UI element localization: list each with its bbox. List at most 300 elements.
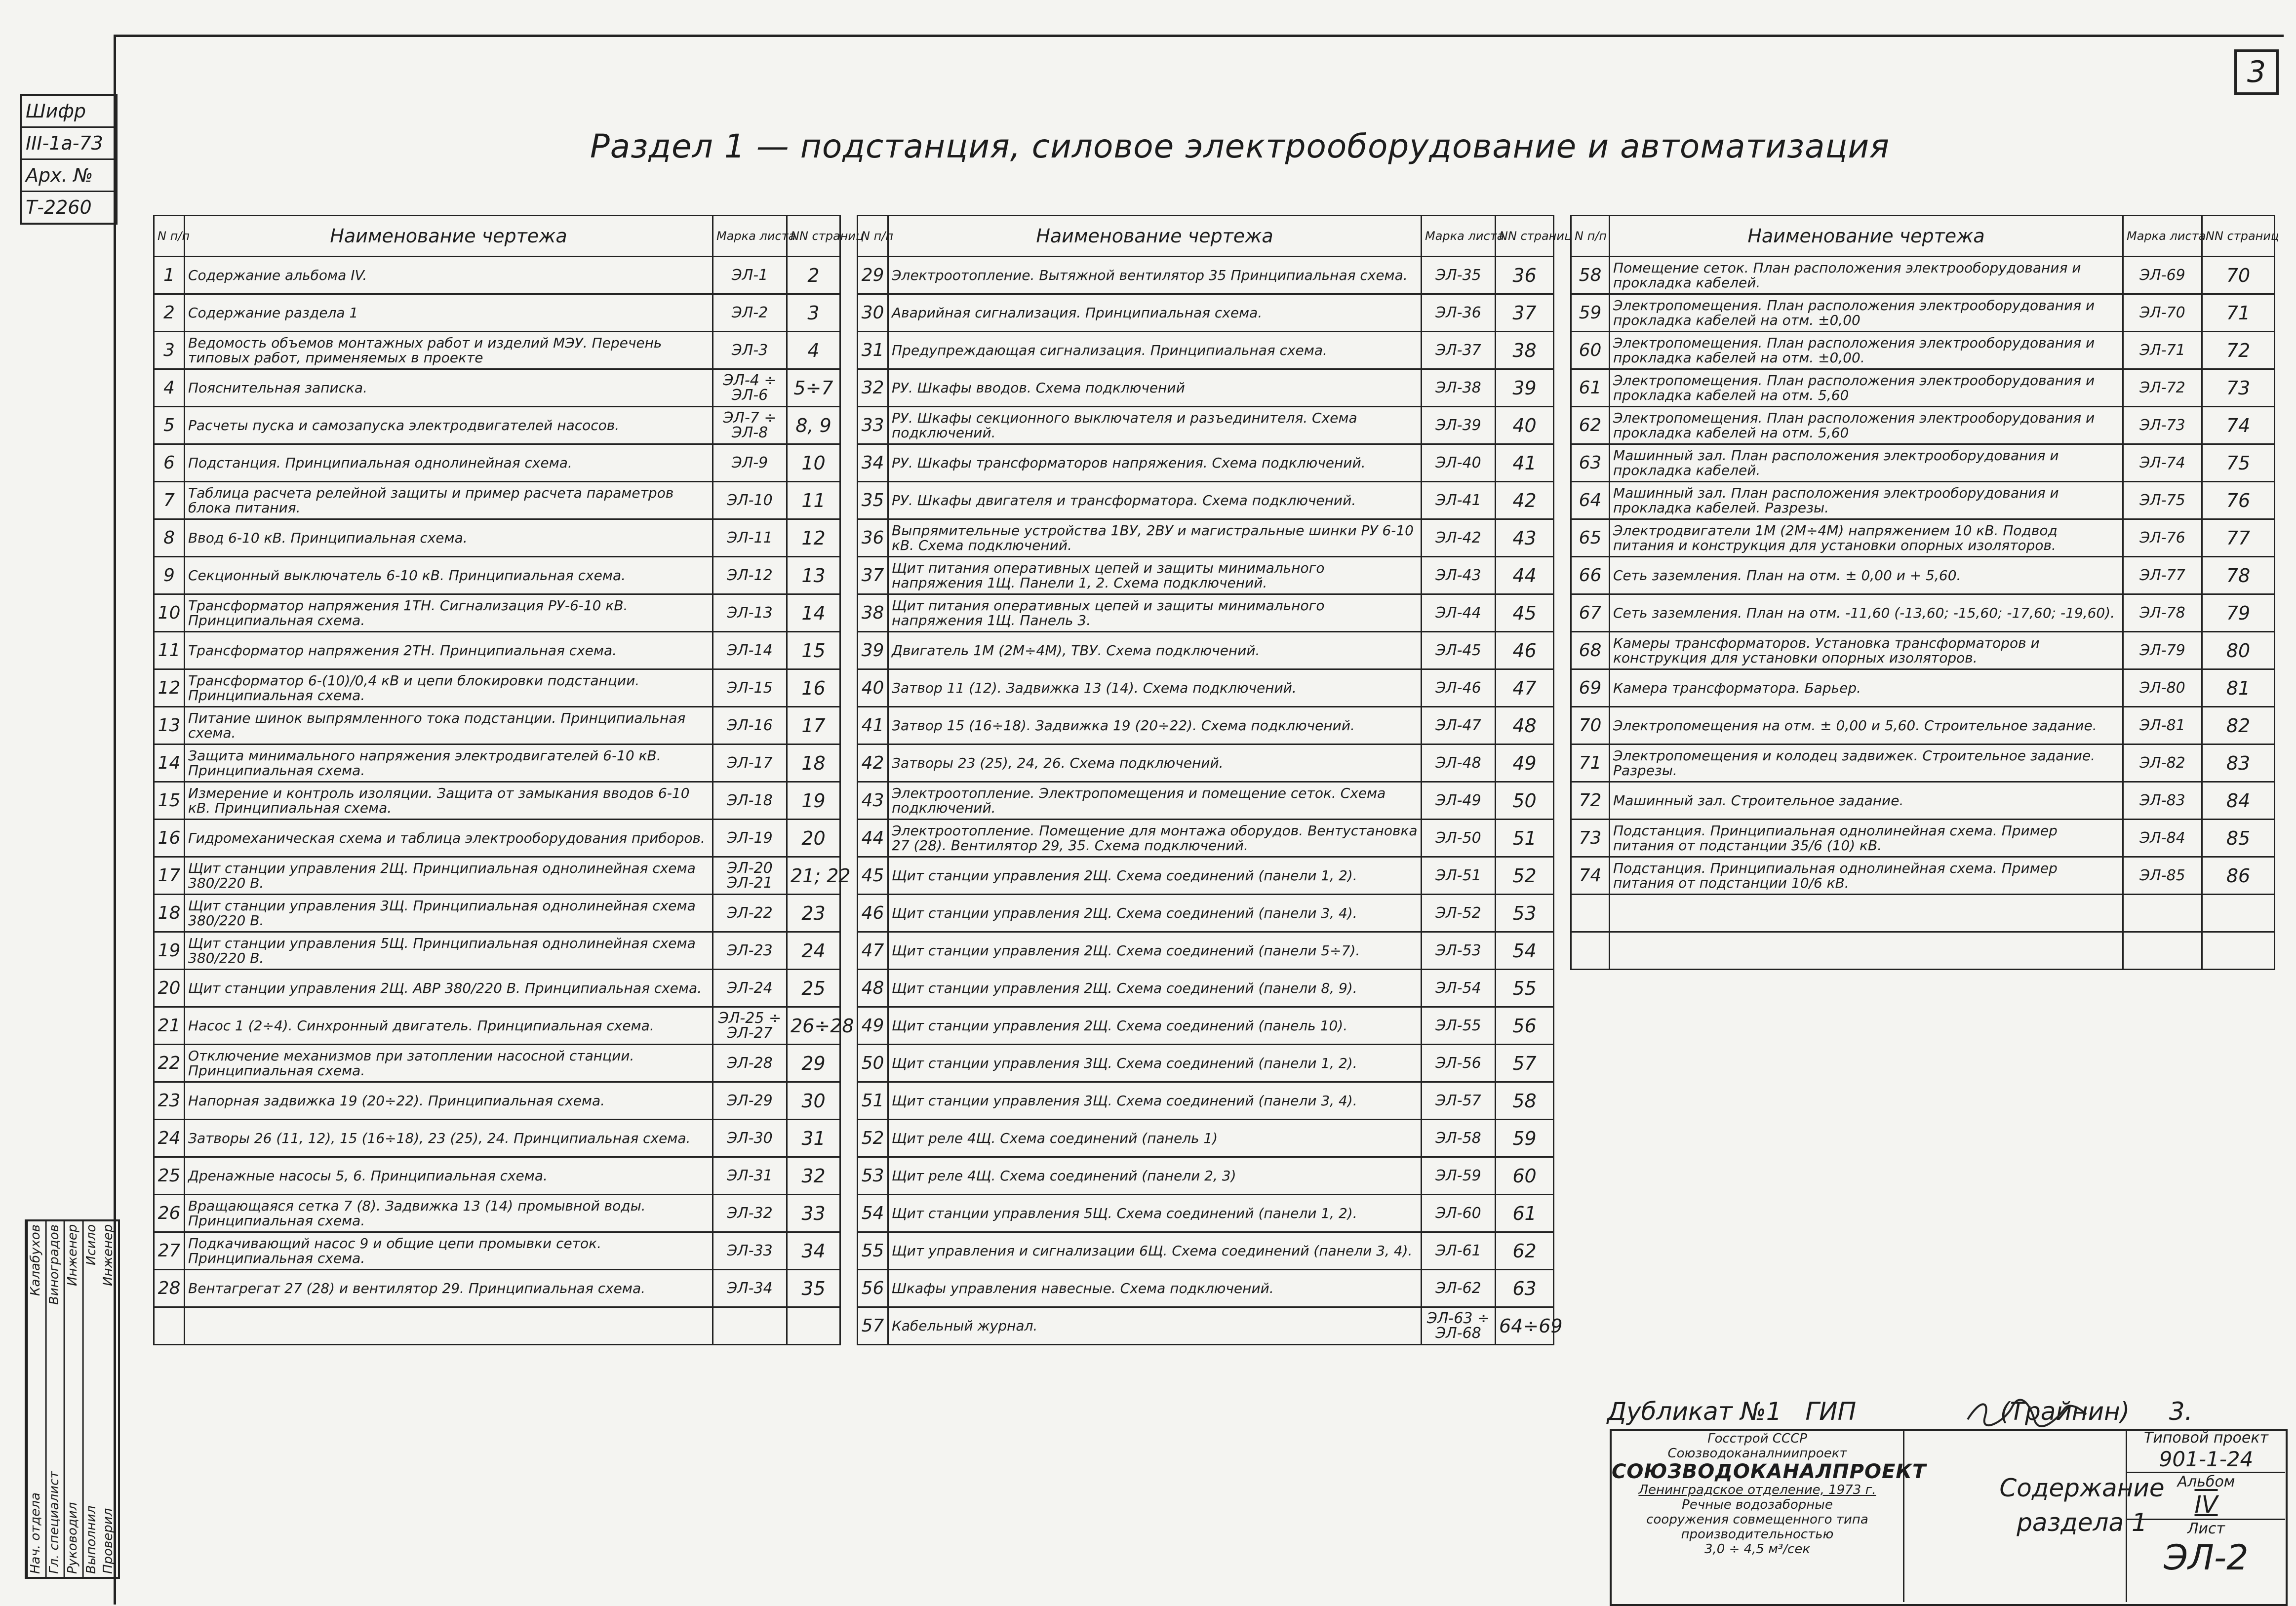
table-row [154,820,840,857]
page-numbers: 13 [787,557,840,594]
drawing-name: Камеры трансформаторов. Установка трансформаторов и конструкция для установки опорных изоляторов. [1610,632,2123,669]
signature-column [27,1221,45,1577]
table-row [1571,557,2275,594]
role-label: Нач. отдела [28,1492,43,1574]
sheet-mark: ЭЛ-15 [713,669,787,707]
row-number: 28 [154,1270,185,1307]
row-number: 39 [858,632,888,669]
sheet-mark: ЭЛ-32 [713,1195,787,1232]
table-row [858,932,1554,970]
table-row [1571,519,2275,557]
sheet-mark: ЭЛ-51 [1422,857,1496,895]
sheet-mark: ЭЛ-16 [713,707,787,744]
row-number: 42 [858,744,888,782]
row-number: 34 [858,444,888,482]
table-row [858,407,1554,444]
role-label: Проверил [101,1508,116,1574]
page-numbers: 44 [1496,557,1554,594]
page-numbers: 47 [1496,669,1554,707]
page-numbers: 14 [787,594,840,632]
page-numbers: 40 [1496,407,1554,444]
table-row [154,407,840,444]
row-number [1571,895,1610,932]
page-numbers: 75 [2202,444,2275,482]
page-numbers: 74 [2202,407,2275,444]
drawing-name: Щит станции управления 2Щ. Схема соединений (панель 10). [888,1007,1422,1045]
stamp-line: Арх. № [22,160,116,192]
sheet-mark: ЭЛ-83 [2123,782,2202,820]
drawing-name: Машинный зал. План расположения электрооборудования и прокладка кабелей. Разрезы. [1610,482,2123,519]
sheet-mark: ЭЛ-17 [713,744,787,782]
duplicate-mark: 3. [2169,1397,2193,1426]
content-subtitle: раздела 1 [2017,1508,2147,1537]
table-header-row [858,216,1554,257]
row-number: 19 [154,932,185,970]
header-mark: Марка листа [713,216,787,257]
table-row [858,294,1554,332]
table-row [154,1232,840,1270]
table-row [858,1307,1554,1345]
table-row [858,557,1554,594]
title-block-right [2126,1429,2285,1602]
sheet-mark: ЭЛ-7 ÷ ЭЛ-8 [713,407,787,444]
page-numbers: 62 [1496,1232,1554,1270]
sheet-mark: ЭЛ-12 [713,557,787,594]
table-row [154,332,840,369]
drawing-name: РУ. Шкафы секционного выключателя и разъединителя. Схема подключений. [888,407,1422,444]
album-value: IV [2127,1491,2285,1520]
header-mark: Марка листа [2123,216,2202,257]
row-number: 2 [154,294,185,332]
row-number: 63 [1571,444,1610,482]
drawing-name: Щит реле 4Щ. Схема соединений (панели 2, 3) [888,1157,1422,1195]
table-row [1571,744,2275,782]
drawing-name: РУ. Шкафы трансформаторов напряжения. Схема подключений. [888,444,1422,482]
sheet-mark: ЭЛ-82 [2123,744,2202,782]
sheet-mark: ЭЛ-9 [713,444,787,482]
drawing-name: Трансформатор напряжения 2ТН. Принципиальная схема. [185,632,713,669]
row-number: 73 [1571,820,1610,857]
handwritten-signature [1965,1397,2089,1427]
page-numbers: 59 [1496,1120,1554,1157]
table-row [858,744,1554,782]
row-number: 41 [858,707,888,744]
row-number: 54 [858,1195,888,1232]
table-row [154,257,840,294]
table-row [1571,669,2275,707]
table-row [154,1307,840,1345]
table-row [154,669,840,707]
drawing-name: Электроотопление. Вытяжной вентилятор 35 Принципиальная схема. [888,257,1422,294]
signer-name: Виноградов [46,1224,62,1305]
row-number: 10 [154,594,185,632]
table-row [858,444,1554,482]
org-name: СОЮЗВОДОКАНАЛПРОЕКТ [1612,1460,1927,1483]
sheet-mark: ЭЛ-13 [713,594,787,632]
row-number: 32 [858,369,888,407]
page-numbers: 70 [2202,257,2275,294]
table-row [858,594,1554,632]
drawing-name: Ведомость объемов монтажных работ и изделий МЭУ. Перечень типовых работ, применяемых в проекте [185,332,713,369]
header-mark: Марка листа [1422,216,1496,257]
page-numbers: 72 [2202,332,2275,369]
sheet-mark: ЭЛ-24 [713,970,787,1007]
project-desc: сооружения совмещенного типа [1646,1512,1868,1527]
signature-column [82,1221,101,1577]
table-row [1571,369,2275,407]
section-title: Раздел 1 — подстанция, силовое электрооборудование и автоматизация [590,127,1890,165]
org-line: Госстрой СССР [1707,1431,1807,1446]
table-row [154,1270,840,1307]
sheet-mark [713,1307,787,1345]
page-numbers: 46 [1496,632,1554,669]
page-numbers: 71 [2202,294,2275,332]
type-label: Типовой проект [2144,1429,2268,1447]
row-number: 67 [1571,594,1610,632]
sheet-mark: ЭЛ-79 [2123,632,2202,669]
drawing-name: Питание шинок выпрямленного тока подстанции. Принципиальная схема. [185,707,713,744]
stamp-line: III-1а-73 [22,128,116,160]
sheet-mark: ЭЛ-20 ЭЛ-21 [713,857,787,895]
sheet-mark: ЭЛ-37 [1422,332,1496,369]
row-number: 36 [858,519,888,557]
drawing-name: Электропомещения. План расположения электрооборудования и прокладка кабелей на отм. 5,60 [1610,369,2123,407]
sheet-mark: ЭЛ-75 [2123,482,2202,519]
sheet-mark: ЭЛ-61 [1422,1232,1496,1270]
drawing-name: Помещение сеток. План расположения электрооборудования и прокладка кабелей. [1610,257,2123,294]
table-row [154,857,840,895]
page-numbers: 32 [787,1157,840,1195]
row-number: 69 [1571,669,1610,707]
row-number [154,1307,185,1345]
table-row [858,1082,1554,1120]
table-row [858,257,1554,294]
row-number: 62 [1571,407,1610,444]
sheet-mark: ЭЛ-25 ÷ ЭЛ-27 [713,1007,787,1045]
sheet-mark: ЭЛ-18 [713,782,787,820]
page-numbers: 54 [1496,932,1554,970]
drawing-name: Щит станции управления 3Щ. Схема соединений (панели 1, 2). [888,1045,1422,1082]
page-numbers: 16 [787,669,840,707]
drawing-name: Щит станции управления 5Щ. Схема соединений (панели 1, 2). [888,1195,1422,1232]
drawing-name: Электропомещения на отм. ± 0,00 и 5,60. Строительное задание. [1610,707,2123,744]
row-number: 43 [858,782,888,820]
row-number: 65 [1571,519,1610,557]
page-numbers [787,1307,840,1345]
table-row [154,482,840,519]
page-numbers: 38 [1496,332,1554,369]
page-numbers: 17 [787,707,840,744]
table-row [154,970,840,1007]
row-number: 48 [858,970,888,1007]
drawing-name: Камера трансформатора. Барьер. [1610,669,2123,707]
page-numbers: 73 [2202,369,2275,407]
page-numbers: 21; 22 [787,857,840,895]
page-numbers: 52 [1496,857,1554,895]
row-number: 22 [154,1045,185,1082]
table-row [154,632,840,669]
page-numbers: 82 [2202,707,2275,744]
sheet-mark: ЭЛ-42 [1422,519,1496,557]
row-number: 60 [1571,332,1610,369]
org-line: Союзводоканалниипроект [1667,1446,1847,1461]
table-row [1571,632,2275,669]
sheet-mark: ЭЛ-77 [2123,557,2202,594]
table-row [858,970,1554,1007]
header-pages: NN страниц [787,216,840,257]
table-row [858,1195,1554,1232]
signature-box [25,1219,120,1579]
drawing-name: Таблица расчета релейной защиты и пример расчета параметров блока питания. [185,482,713,519]
drawing-name: РУ. Шкафы двигателя и трансформатора. Схема подключений. [888,482,1422,519]
table-row [1571,820,2275,857]
row-number: 59 [1571,294,1610,332]
drawing-name: Защита минимального напряжения электродвигателей 6-10 кВ. Принципиальная схема. [185,744,713,782]
drawing-name: Содержание альбома IV. [185,257,713,294]
table-row [154,519,840,557]
sheet-mark: ЭЛ-23 [713,932,787,970]
page-numbers: 50 [1496,782,1554,820]
header-name: Наименование чертежа [1610,216,2123,257]
gip-name: (Трайнин) [2000,1397,2130,1426]
page-numbers: 5÷7 [787,369,840,407]
header-pages: NN страниц [1496,216,1554,257]
drawing-name: Щит питания оперативных цепей и защиты минимального напряжения 1Щ. Панели 1, 2. Схема подключений. [888,557,1422,594]
sheet-mark: ЭЛ-62 [1422,1270,1496,1307]
drawing-name: Содержание раздела 1 [185,294,713,332]
drawing-name: Щит станции управления 2Щ. Схема соединений (панели 1, 2). [888,857,1422,895]
sheet-mark: ЭЛ-76 [2123,519,2202,557]
role-label: Гл. специалист [46,1471,62,1574]
table-row [858,1045,1554,1082]
header-pages: NN страниц [2202,216,2275,257]
drawing-name: Шкафы управления навесные. Схема подключений. [888,1270,1422,1307]
drawing-name: Насос 1 (2÷4). Синхронный двигатель. Принципиальная схема. [185,1007,713,1045]
page-numbers: 25 [787,970,840,1007]
drawing-name: Щит станции управления 3Щ. Схема соединений (панели 3, 4). [888,1082,1422,1120]
table-row [1571,257,2275,294]
table-row [154,557,840,594]
table-row [858,1157,1554,1195]
table-row [154,1045,840,1082]
row-number: 51 [858,1082,888,1120]
row-number: 74 [1571,857,1610,895]
signer-name: Калабухов [28,1224,43,1296]
row-number: 25 [154,1157,185,1195]
row-number: 68 [1571,632,1610,669]
drawing-name: Сеть заземления. План на отм. ± 0,00 и + 5,60. [1610,557,2123,594]
page-number: 3 [2234,49,2279,95]
sheet-mark: ЭЛ-46 [1422,669,1496,707]
page-numbers: 23 [787,895,840,932]
page-numbers: 4 [787,332,840,369]
page-numbers: 2 [787,257,840,294]
page-numbers: 84 [2202,782,2275,820]
sheet-mark: ЭЛ-60 [1422,1195,1496,1232]
drawing-name: Дренажные насосы 5, 6. Принципиальная схема. [185,1157,713,1195]
sheet-mark: ЭЛ-11 [713,519,787,557]
drawing-name: Щит управления и сигнализации 6Щ. Схема соединений (панели 3, 4). [888,1232,1422,1270]
row-number: 72 [1571,782,1610,820]
drawing-name: Машинный зал. План расположения электрооборудования и прокладка кабелей. [1610,444,2123,482]
drawing-name: Сеть заземления. План на отм. -11,60 (-13,60; -15,60; -17,60; -19,60). [1610,594,2123,632]
drawing-name: Щит станции управления 5Щ. Принципиальная однолинейная схема 380/220 В. [185,932,713,970]
sheet-mark: ЭЛ-53 [1422,932,1496,970]
drawing-name: Щит станции управления 2Щ. Схема соединений (панели 5÷7). [888,932,1422,970]
page-numbers: 83 [2202,744,2275,782]
page-numbers: 31 [787,1120,840,1157]
drawing-name [1610,932,2123,970]
row-number: 37 [858,557,888,594]
table-row [858,1120,1554,1157]
page-numbers: 64÷69 [1496,1307,1554,1345]
row-number: 49 [858,1007,888,1045]
page-numbers: 49 [1496,744,1554,782]
drawing-name: Кабельный журнал. [888,1307,1422,1345]
table-row [858,369,1554,407]
drawing-name: Трансформатор 6-(10)/0,4 кВ и цепи блокировки подстанции. Принципиальная схема. [185,669,713,707]
page-numbers: 15 [787,632,840,669]
header-num: N п/п [154,216,185,257]
table-row [858,1270,1554,1307]
sheet-mark: ЭЛ-31 [713,1157,787,1195]
row-number: 70 [1571,707,1610,744]
drawing-name: Отключение механизмов при затоплении насосной станции. Принципиальная схема. [185,1045,713,1082]
sheet-mark: ЭЛ-35 [1422,257,1496,294]
drawing-name [185,1307,713,1345]
page-numbers: 43 [1496,519,1554,557]
page-numbers: 85 [2202,820,2275,857]
page-numbers: 36 [1496,257,1554,294]
row-number: 52 [858,1120,888,1157]
org-line: Ленинградское отделение, 1973 г. [1638,1483,1876,1497]
page-numbers: 76 [2202,482,2275,519]
row-number: 38 [858,594,888,632]
page-numbers: 30 [787,1082,840,1120]
row-number: 24 [154,1120,185,1157]
table-row [154,895,840,932]
drawings-table-3 [1570,215,2279,970]
table-row [154,1157,840,1195]
page-numbers: 86 [2202,857,2275,895]
sheet-mark: ЭЛ-2 [713,294,787,332]
sheet-mark: ЭЛ-1 [713,257,787,294]
drawing-name: Электроотопление. Помещение для монтажа оборудов. Вентустановка 27 (28). Вентилятор 29, 35. Схема подключений. [888,820,1422,857]
table-row [858,332,1554,369]
table-row [1571,294,2275,332]
page-numbers: 51 [1496,820,1554,857]
sheet-mark: ЭЛ-41 [1422,482,1496,519]
sheet-mark: ЭЛ-44 [1422,594,1496,632]
table-row [154,1120,840,1157]
signature-column [101,1221,118,1577]
page-numbers: 10 [787,444,840,482]
role-label: Выполнил [83,1505,99,1574]
drawing-name: Затвор 11 (12). Задвижка 13 (14). Схема подключений. [888,669,1422,707]
page-numbers: 81 [2202,669,2275,707]
drawing-name: Электропомещения и колодец задвижек. Строительное задание. Разрезы. [1610,744,2123,782]
sheet-mark: ЭЛ-55 [1422,1007,1496,1045]
table-row [1571,857,2275,895]
row-number: 33 [858,407,888,444]
drawing-name: Гидромеханическая схема и таблица электрооборудования приборов. [185,820,713,857]
table-row [1571,482,2275,519]
row-number: 66 [1571,557,1610,594]
table-row [154,782,840,820]
sheet-mark: ЭЛ-47 [1422,707,1496,744]
content-title: Содержание [1999,1474,2165,1502]
stamp-line: Т-2260 [26,196,92,218]
album-label: Альбом [2177,1473,2235,1490]
table-row [1571,782,2275,820]
sheet-mark: ЭЛ-73 [2123,407,2202,444]
signer-name: Инженер [65,1224,80,1287]
row-number: 40 [858,669,888,707]
row-number: 13 [154,707,185,744]
sheet-mark: ЭЛ-3 [713,332,787,369]
table-row [858,1232,1554,1270]
sheet-mark: ЭЛ-4 ÷ ЭЛ-6 [713,369,787,407]
row-number [1571,932,1610,970]
signature-column [45,1221,64,1577]
drawing-name: Щит питания оперативных цепей и защиты минимального напряжения 1Щ. Панель 3. [888,594,1422,632]
sheet-mark: ЭЛ-33 [713,1232,787,1270]
page-numbers: 45 [1496,594,1554,632]
drawing-name: Напорная задвижка 19 (20÷22). Принципиальная схема. [185,1082,713,1120]
drawing-name: Щит станции управления 2Щ. Схема соединений (панели 8, 9). [888,970,1422,1007]
row-number: 7 [154,482,185,519]
row-number: 45 [858,857,888,895]
sheet-mark: ЭЛ-57 [1422,1082,1496,1120]
table-row [154,294,840,332]
drawing-name: РУ. Шкафы вводов. Схема подключений [888,369,1422,407]
drawing-name: Электропомещения. План расположения электрооборудования и прокладка кабелей на отм. ±0,00. [1610,332,2123,369]
sheet-mark: ЭЛ-74 [2123,444,2202,482]
page-numbers: 26÷28 [787,1007,840,1045]
sheet-mark: ЭЛ-43 [1422,557,1496,594]
drawing-name: Двигатель 1М (2М÷4М), ТВУ. Схема подключений. [888,632,1422,669]
table-row [1571,444,2275,482]
page-numbers: 37 [1496,294,1554,332]
sheet-mark: ЭЛ-38 [1422,369,1496,407]
table-header-row [1571,216,2275,257]
drawing-name: Щит станции управления 2Щ. Схема соединений (панели 3, 4). [888,895,1422,932]
row-number: 11 [154,632,185,669]
page-numbers: 41 [1496,444,1554,482]
page-numbers: 48 [1496,707,1554,744]
sheet-value: ЭЛ-2 [2164,1537,2249,1578]
row-number: 5 [154,407,185,444]
drawing-name: Щит станции управления 3Щ. Принципиальная однолинейная схема 380/220 В. [185,895,713,932]
sheet-label: Лист [2187,1520,2225,1537]
row-number: 27 [154,1232,185,1270]
sheet-mark: ЭЛ-71 [2123,332,2202,369]
drawing-name: Выпрямительные устройства 1ВУ, 2ВУ и магистральные шинки РУ 6-10 кВ. Схема подключений. [888,519,1422,557]
table-row [1571,895,2275,932]
sheet-mark: ЭЛ-50 [1422,820,1496,857]
row-number: 71 [1571,744,1610,782]
row-number: 17 [154,857,185,895]
page-numbers: 3 [787,294,840,332]
page-numbers: 58 [1496,1082,1554,1120]
sheet-mark: ЭЛ-34 [713,1270,787,1307]
drawing-name: Подстанция. Принципиальная однолинейная схема. [185,444,713,482]
drawings-table-2 [857,215,1573,1345]
row-number: 35 [858,482,888,519]
row-number: 9 [154,557,185,594]
drawing-name: Щит станции управления 2Щ. Принципиальная однолинейная схема 380/220 В. [185,857,713,895]
sheet-mark: ЭЛ-19 [713,820,787,857]
